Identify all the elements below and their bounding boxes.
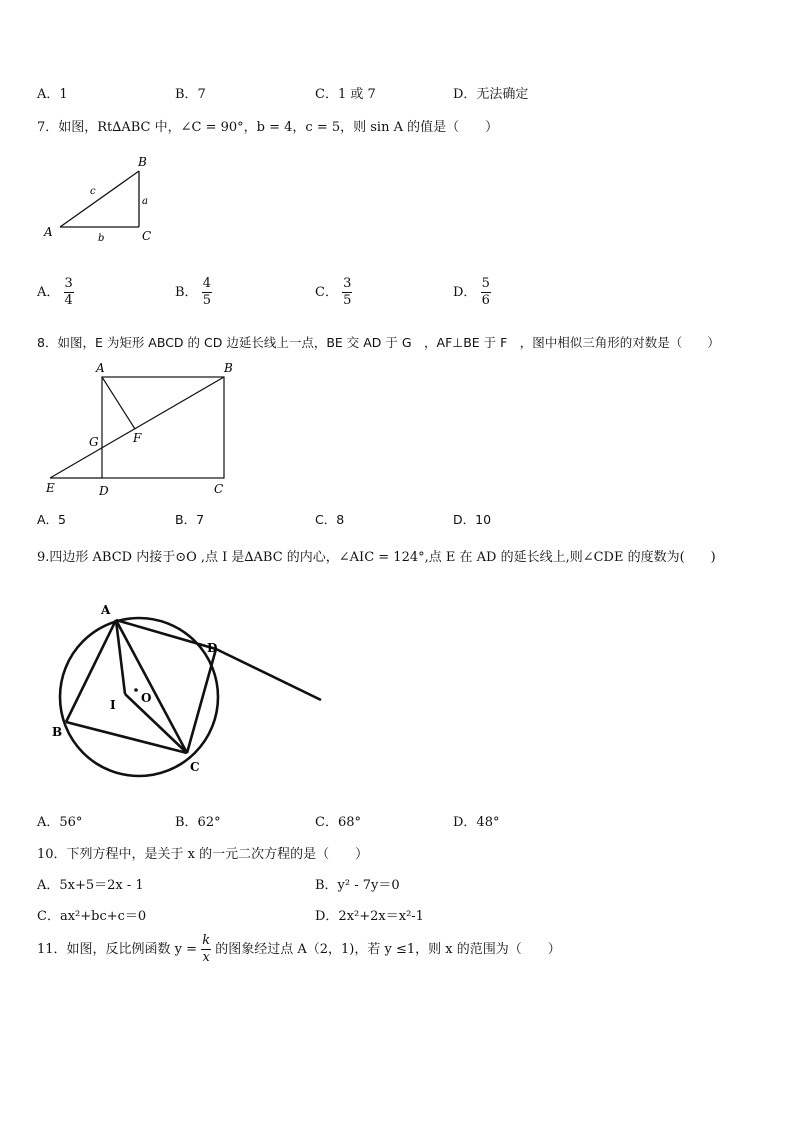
q6-option-a: A．1 bbox=[37, 87, 68, 102]
q7-label-side-b: b bbox=[98, 233, 105, 244]
q7-option-c-fraction: $\frac{3}{5}$ bbox=[343, 276, 352, 308]
q11-stem bbox=[37, 933, 561, 966]
q9-center-point bbox=[134, 688, 138, 692]
q8-label-a: A bbox=[96, 361, 105, 375]
q9-option-a: A．56° bbox=[37, 815, 83, 830]
q8-label-e: E bbox=[46, 481, 55, 495]
q8-option-d: D．10 bbox=[453, 512, 492, 527]
q8-option-a: A．5 bbox=[37, 512, 67, 527]
q8-label-c: C bbox=[214, 482, 224, 496]
q7-option-c bbox=[315, 276, 352, 309]
q10-stem: 10．下列方程中，是关于 x 的一元二次方程的是（ ） bbox=[37, 847, 369, 862]
q8-label-f: F bbox=[133, 431, 142, 445]
q6-option-c: C．1 或 7 bbox=[315, 87, 376, 102]
q9-option-d: D．48° bbox=[453, 815, 500, 830]
q8-option-b: B．7 bbox=[175, 512, 205, 527]
q11-stem-after: 的图象经过点 A（2，1)，若 y ≤1，则 x 的范围为（ ） bbox=[215, 942, 561, 957]
q9-option-b: B．62° bbox=[175, 815, 221, 830]
q7-stem: 7．如图，Rt∆ABC 中，∠C = 90°，b = 4，c = 5，则 sin A 的值是（ ） bbox=[37, 120, 499, 135]
q9-stem: 9.四边形 ABCD 内接于⊙O ,点 I 是∆ABC 的内心，∠AIC = 124°,点 E 在 AD 的延长线上,则∠CDE 的度数为( ) bbox=[37, 550, 716, 565]
q7-label-c-vertex: C bbox=[142, 229, 152, 243]
q8-label-g: G bbox=[89, 435, 99, 449]
q9-label-o: O bbox=[141, 691, 152, 705]
q7-option-d-letter: D． bbox=[453, 285, 477, 300]
q7-option-b bbox=[175, 276, 212, 309]
q8-stem: 8．如图，E 为矩形 ABCD 的 CD 边延长线上一点，BE 交 AD 于 G ，AF⊥BE 于 F ，图中相似三角形的对数是（ ） bbox=[37, 335, 720, 350]
q11-stem-before: 11．如图，反比例函数 y = bbox=[37, 942, 198, 957]
q7-label-a-vertex: A bbox=[44, 225, 53, 239]
q7-option-a-fraction: $\frac{3}{4}$ bbox=[64, 276, 73, 308]
q7-label-side-a: a bbox=[142, 196, 148, 207]
q9-label-c: C bbox=[190, 760, 200, 774]
q10-option-d: D．2x²+2x＝x²-1 bbox=[315, 909, 424, 924]
q7-triangle-figure bbox=[38, 152, 168, 244]
q9-label-b: B bbox=[52, 725, 63, 739]
q7-option-b-letter: B． bbox=[175, 285, 198, 300]
q10-option-a: A．5x+5＝2x - 1 bbox=[37, 878, 144, 893]
q7-option-b-fraction: $\frac{4}{5}$ bbox=[202, 276, 211, 308]
q8-option-c: C．8 bbox=[315, 512, 345, 527]
q8-label-b: B bbox=[224, 361, 233, 375]
q11-fraction: $\frac{k}{x}$ bbox=[202, 933, 211, 965]
q7-option-c-letter: C． bbox=[315, 285, 338, 300]
q7-option-d bbox=[453, 276, 491, 309]
q10-option-b: B．y² - 7y＝0 bbox=[315, 878, 400, 893]
q7-option-a-letter: A． bbox=[37, 285, 60, 300]
q8-label-d: D bbox=[99, 484, 109, 498]
q9-label-i: I bbox=[110, 698, 116, 712]
q6-option-b: B．7 bbox=[175, 87, 206, 102]
q9-label-d: D bbox=[207, 641, 218, 655]
q9-label-a: A bbox=[101, 603, 111, 617]
q7-option-d-fraction: $\frac{5}{6}$ bbox=[481, 276, 490, 308]
q8-rectangle-figure bbox=[40, 358, 240, 500]
q7-label-side-c: c bbox=[90, 186, 96, 197]
q7-option-a bbox=[37, 276, 74, 309]
q10-option-c: C．ax²+bc+c＝0 bbox=[37, 909, 147, 924]
q9-circle-figure bbox=[40, 596, 330, 782]
q7-label-b-vertex: B bbox=[138, 155, 147, 169]
q6-option-d: D．无法确定 bbox=[453, 87, 529, 102]
q9-option-c: C．68° bbox=[315, 815, 361, 830]
